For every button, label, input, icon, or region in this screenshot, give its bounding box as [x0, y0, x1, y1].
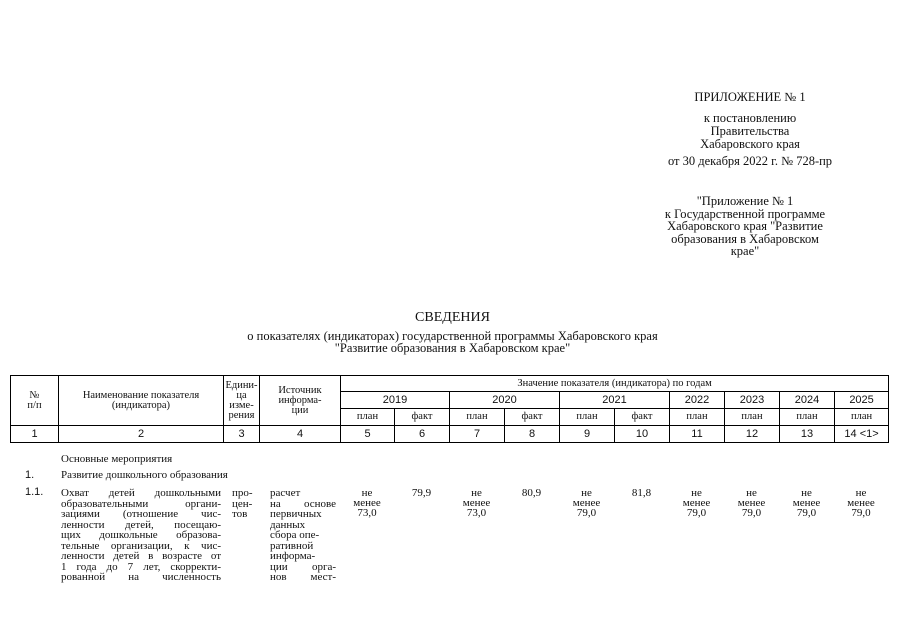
plan-2019: план	[341, 409, 395, 426]
item-label: Развитие дошкольного образования	[61, 469, 228, 481]
section-label: Основные мероприятия	[61, 453, 173, 465]
value-2022-plan: не менее 79,0	[682, 487, 711, 519]
year-2019: 2019	[341, 392, 450, 409]
year-2024: 2024	[780, 392, 835, 409]
value-2024-plan: не менее 79,0	[792, 487, 821, 519]
value-2025-plan: не менее 79,0	[847, 487, 875, 519]
plan-2023: план	[725, 409, 780, 426]
col-header-unit: Едини- ца изме- рения	[224, 376, 260, 426]
value-2021-fact: 81,8	[631, 487, 652, 499]
appendix-government: Правительства	[710, 124, 790, 138]
fact-2019: факт	[395, 409, 450, 426]
item-number: 1.	[25, 469, 35, 481]
appendix-region: Хабаровского края	[700, 137, 800, 151]
col-header-source: Источник информа- ции	[260, 376, 341, 426]
quote-line-4: образования в Хабаровском	[671, 232, 819, 246]
year-2021: 2021	[560, 392, 670, 409]
col-number: 2	[59, 426, 224, 443]
col-number: 8	[505, 426, 560, 443]
col-header-no: № п/п	[11, 376, 59, 426]
col-number: 1	[11, 426, 59, 443]
col-number: 14 <1>	[835, 426, 889, 443]
row-number: 1.1.	[25, 486, 44, 498]
quote-line-2: к Государственной программе	[664, 207, 826, 221]
quote-line-3: Хабаровского края "Развитие	[667, 219, 823, 233]
col-header-values: Значение показателя (индикатора) по годам	[341, 376, 889, 392]
value-2019-fact: 79,9	[411, 487, 432, 499]
appendix-date: от 30 декабря 2022 г. № 728-пр	[667, 154, 833, 168]
year-2023: 2023	[725, 392, 780, 409]
plan-2020: план	[450, 409, 505, 426]
col-number: 6	[395, 426, 450, 443]
appendix-to-resolution: к постановлению	[703, 111, 797, 125]
col-number: 12	[725, 426, 780, 443]
value-2019-plan: не менее 73,0	[353, 487, 381, 519]
col-number: 5	[341, 426, 395, 443]
indicators-table	[10, 375, 889, 443]
col-number: 13	[780, 426, 835, 443]
plan-2022: план	[670, 409, 725, 426]
value-2021-plan: не менее 79,0	[572, 487, 601, 519]
quote-line-1: "Приложение № 1	[696, 194, 794, 208]
page-title: СВЕДЕНИЯ	[415, 310, 490, 325]
year-2020: 2020	[450, 392, 560, 409]
row-unit: про- цен- тов	[232, 487, 253, 520]
col-number: 11	[670, 426, 725, 443]
col-number: 7	[450, 426, 505, 443]
page-subtitle-1: о показателях (индикаторах) государственной программы Хабаровского края	[247, 329, 658, 343]
col-header-name: Наименование показателя (индикатора)	[59, 376, 224, 426]
row-indicator-name: Охват детей дошкольными образовательными органи- зациями (отношение чис- ленности детей, посещаю- щих дошкольные образова- тельные организации, к чис- ленности детей в возрасте от 1 года до 7 лет, скорректи- рованной на численность	[61, 487, 221, 583]
value-2020-fact: 80,9	[521, 487, 542, 499]
year-2022: 2022	[670, 392, 725, 409]
value-2023-plan: не менее 79,0	[737, 487, 766, 519]
col-number: 10	[615, 426, 670, 443]
col-number: 9	[560, 426, 615, 443]
plan-2024: план	[780, 409, 835, 426]
plan-2021: план	[560, 409, 615, 426]
year-2025: 2025	[835, 392, 889, 409]
quote-line-5: крае"	[730, 244, 760, 258]
fact-2021: факт	[615, 409, 670, 426]
appendix-title: ПРИЛОЖЕНИЕ № 1	[694, 90, 806, 104]
col-number: 3	[224, 426, 260, 443]
plan-2025: план	[835, 409, 889, 426]
col-number: 4	[260, 426, 341, 443]
fact-2020: факт	[505, 409, 560, 426]
page-subtitle-2: "Развитие образования в Хабаровском крае"	[334, 341, 571, 355]
value-2020-plan: не менее 73,0	[462, 487, 491, 519]
row-source: расчет на основе первичных данных сбора опе- ративной информа- ции орга- нов мест-	[270, 487, 336, 583]
